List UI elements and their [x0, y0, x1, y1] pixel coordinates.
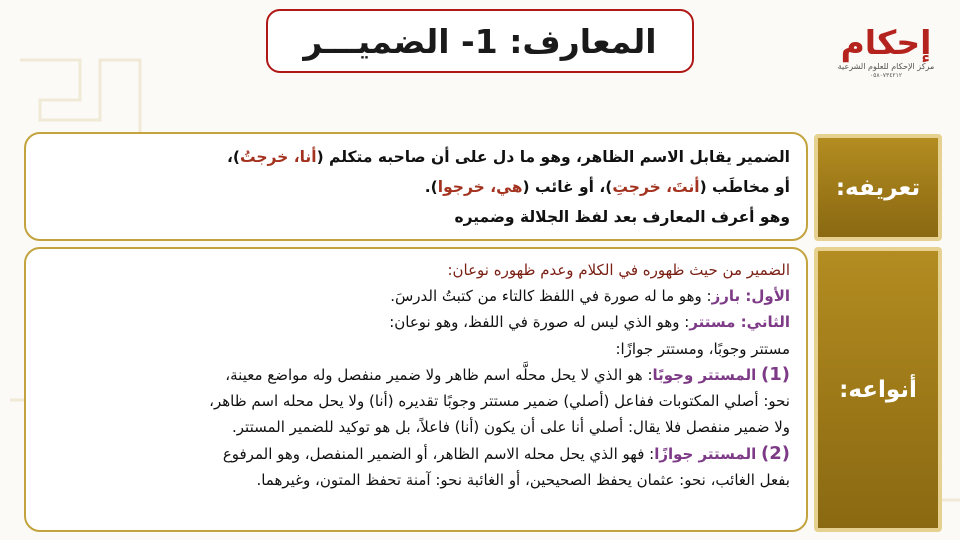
- jawaz-line-2: بفعل الغائب، نحو: عثمان يحفظ الصحيحين، أو الغائبة نحو: آمنة تحفظ المتون، وغيرهما.: [256, 471, 790, 490]
- definition-text: )،: [226, 148, 240, 166]
- logo: [837, 23, 935, 100]
- types-second: [42, 309, 790, 335]
- definition-label-box: [814, 134, 942, 241]
- wajib-line-1: [42, 362, 790, 388]
- term-implicit: الثاني: مستتر: [689, 313, 790, 332]
- definition-line-2: [42, 172, 790, 202]
- definition-line-3: وهو أعرف المعارف بعد لفظ الجلالة وضميره: [454, 208, 790, 226]
- types-text: : وهو ما له صورة في اللفظ كالتاء من كتبتُ الدرسَ.: [390, 287, 712, 305]
- logo-name: إحكام: [840, 23, 932, 62]
- definition-text: أو مخاطَب (: [699, 178, 790, 196]
- wajib-number: (1): [761, 363, 790, 385]
- types-kinds: مستتر وجوبًا، ومستتر جوازًا:: [615, 339, 790, 358]
- logo-number: ٠٥٨٠٧٣٤٢١٢: [869, 72, 903, 79]
- definition-line-1: [42, 142, 790, 172]
- types-box: [24, 247, 808, 532]
- example-addressee: أنتَ، خرجتِ: [612, 178, 700, 196]
- types-label-box: [814, 247, 942, 532]
- definition-text: ).: [424, 178, 438, 196]
- definition-text: الضمير يقابل الاسم الظاهر، وهو ما دل على أن صاحبه متكلم (: [316, 148, 790, 166]
- types-first: [42, 283, 790, 309]
- types-text: : وهو الذي ليس له صورة في اللفظ، وهو نوعان:: [389, 313, 690, 332]
- jawaz-line-1: [42, 441, 790, 467]
- types-heading: الضمير من حيث ظهوره في الكلام وعدم ظهوره نوعان:: [447, 261, 790, 279]
- wajib-line-3: ولا ضمير منفصل فلا يقال: أصلي أنا على أن يكون (أنا) فاعلاً، بل هو توكيد للضمير المستتر.: [232, 418, 790, 437]
- term-jawaz: المستتر جوازًا: [654, 444, 757, 463]
- title-box: [266, 9, 694, 73]
- wajib-line-2: نحو: أصلي المكتوبات ففاعل (أصلي) ضمير مستتر وجوبًا تقديره (أنا) ولا يحل محله اسم ظاهر،: [209, 392, 790, 411]
- jawaz-number: (2): [761, 442, 790, 464]
- example-absent: هي، خرجوا: [437, 178, 523, 196]
- types-text: : فهو الذي يحل محله الاسم الظاهر، أو الضمير المنفصل، وهو المرفوع: [222, 444, 655, 463]
- slide-title: المعارف: 1- الضميـــر: [303, 21, 657, 61]
- types-text: : هو الذي لا يحل محلَّه اسم ظاهر ولا ضمير منفصل وله مواضع معينة،: [225, 365, 653, 384]
- term-wajib: المستتر وجوبًا: [652, 365, 757, 384]
- types-label: أنواعه:: [839, 376, 917, 403]
- definition-text: )، أو غائب (: [522, 178, 613, 196]
- definition-label: تعريفه:: [835, 174, 921, 201]
- definition-box: [24, 132, 808, 241]
- example-speaker: أنا، خرجتُ: [239, 148, 317, 166]
- term-explicit: الأول: بارز: [711, 287, 790, 305]
- logo-subtitle: مركز الإحكام للعلوم الشرعية: [837, 62, 935, 71]
